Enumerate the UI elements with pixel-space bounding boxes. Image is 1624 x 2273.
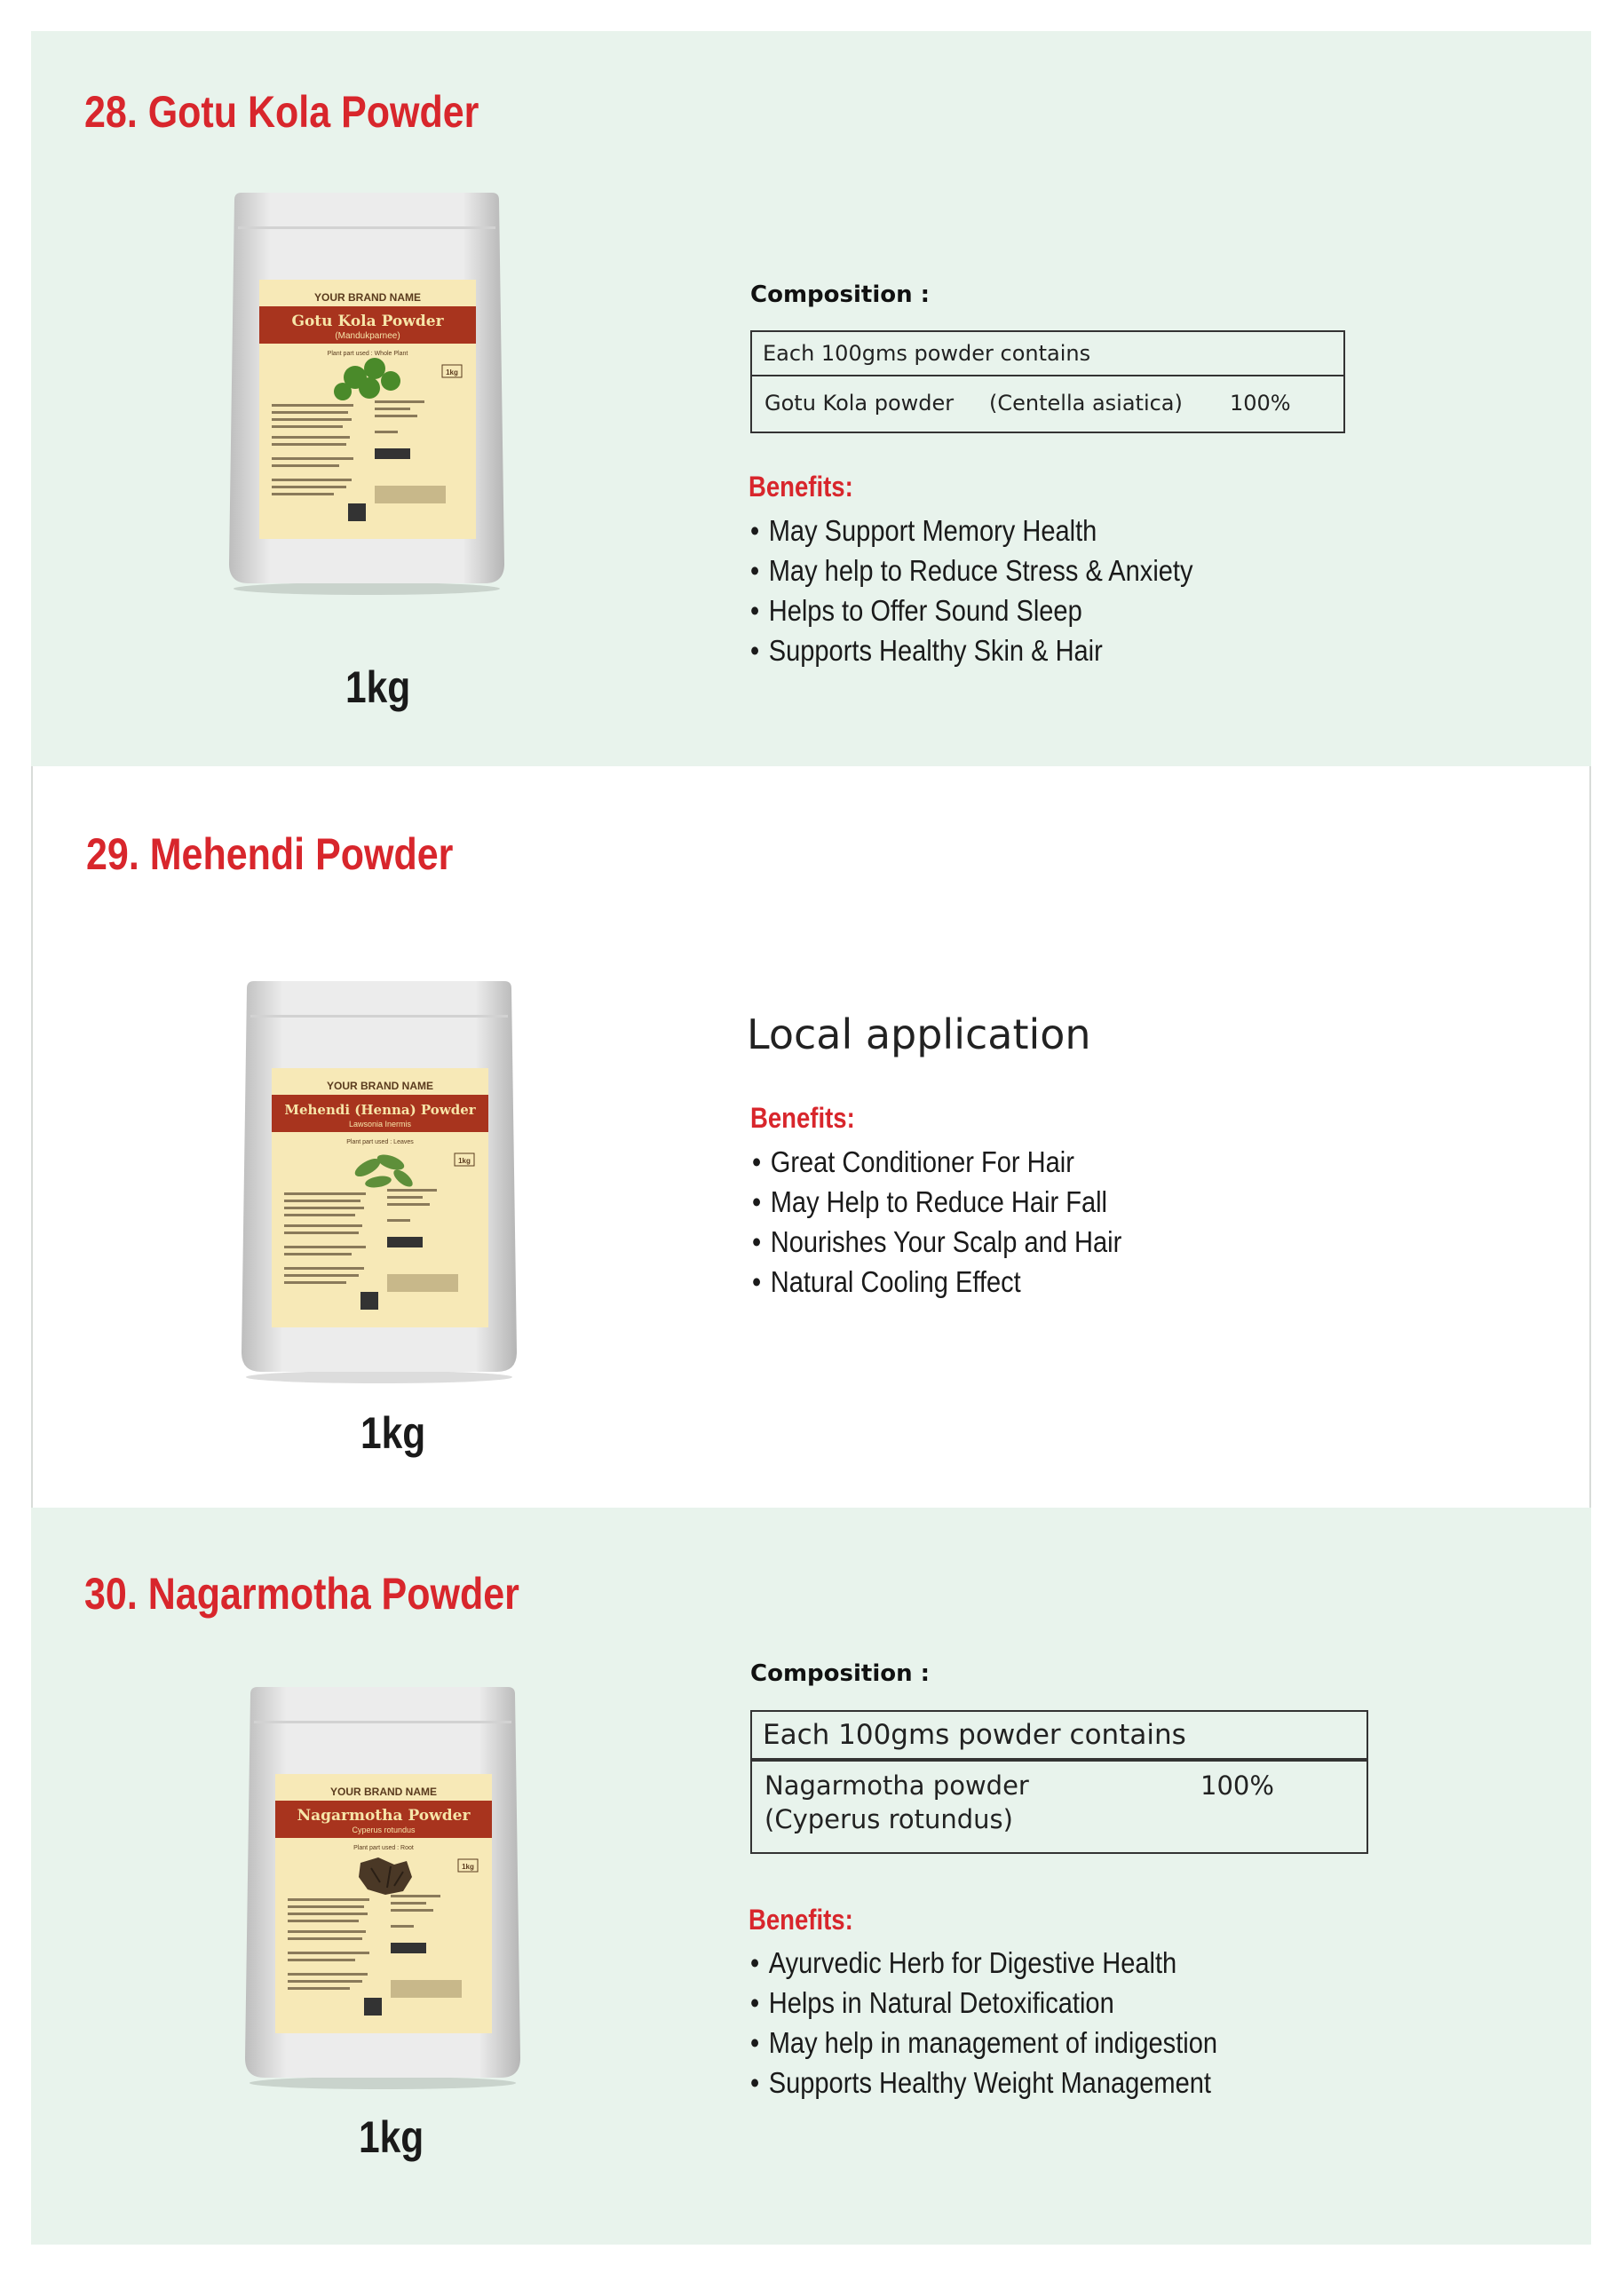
pack-name-text: Mehendi (Henna) Powder — [284, 1102, 476, 1118]
product-section-nagarmotha — [31, 1508, 1591, 2245]
composition-table-row — [752, 376, 1343, 432]
product-pack-image — [222, 191, 511, 595]
benefit-item: • Ayurvedic Herb for Digestive Health — [750, 1943, 1217, 1983]
ingredient-name: Nagarmotha powder — [764, 1770, 1029, 1801]
benefit-item: • Helps in Natural Detoxification — [750, 1983, 1217, 2023]
composition-table-header: Each 100gms powder contains — [752, 1712, 1367, 1762]
pack-part-text: Plant part used : Whole Plant — [327, 351, 408, 357]
benefit-item: • Supports Healthy Weight Management — [750, 2063, 1217, 2103]
pack-brand-text: YOUR BRAND NAME — [327, 1080, 433, 1092]
composition-table-header: Each 100gms powder contains — [752, 332, 1343, 376]
ingredient-name: Gotu Kola powder — [764, 391, 955, 416]
composition-table — [750, 1710, 1368, 1854]
product-pack-image — [234, 979, 524, 1383]
benefit-item: • May help to Reduce Stress & Anxiety — [750, 550, 1193, 590]
benefits-heading: Benefits: — [749, 471, 853, 503]
product-title: 29. Mehendi Powder — [86, 829, 454, 879]
benefit-item: • Natural Cooling Effect — [752, 1262, 1121, 1302]
ingredient-percent: 100% — [1230, 391, 1291, 416]
pack-part-text: Plant part used : Leaves — [346, 1139, 414, 1145]
ingredient-botanical-name: (Cyperus rotundus) — [764, 1804, 1013, 1834]
application-type: Local application — [747, 1010, 1091, 1058]
product-title: 28. Gotu Kola Powder — [84, 87, 479, 137]
pack-weight-text: 1kg — [446, 368, 458, 376]
ingredient-botanical-name: (Centella asiatica) — [989, 391, 1183, 416]
composition-table — [750, 330, 1345, 433]
benefit-item: • Supports Healthy Skin & Hair — [750, 630, 1193, 670]
benefits-heading: Benefits: — [750, 1102, 855, 1134]
benefit-item: • Helps to Offer Sound Sleep — [750, 590, 1193, 630]
pack-brand-text: YOUR BRAND NAME — [314, 291, 421, 304]
benefit-item: • Great Conditioner For Hair — [752, 1142, 1121, 1182]
product-size: 1kg — [360, 1408, 426, 1458]
pack-brand-text: YOUR BRAND NAME — [330, 1786, 437, 1798]
benefit-item: • May Help to Reduce Hair Fall — [752, 1182, 1121, 1222]
product-size: 1kg — [345, 662, 411, 712]
benefit-item: • May Support Memory Health — [750, 511, 1193, 550]
product-section-mehendi — [31, 766, 1591, 1508]
benefits-list — [752, 1142, 1172, 1302]
composition-label: Composition : — [750, 281, 931, 308]
pack-weight-text: 1kg — [462, 1863, 474, 1871]
benefits-heading: Benefits: — [749, 1904, 853, 1936]
product-pack-image — [238, 1685, 527, 2089]
pack-name-text: Nagarmotha Powder — [297, 1807, 471, 1825]
pack-sub-text: (Mandukparnee) — [335, 331, 400, 341]
pack-sub-text: Cyperus rotundus — [352, 1826, 416, 1834]
ingredient-percent: 100% — [1200, 1770, 1274, 1801]
pack-name-text: Gotu Kola Powder — [291, 313, 444, 330]
pack-part-text: Plant part used : Root — [353, 1845, 414, 1851]
benefits-list — [750, 1943, 1281, 2103]
pack-sub-text: Lawsonia Inermis — [348, 1120, 412, 1129]
composition-table-row — [752, 1762, 1367, 1852]
pack-weight-text: 1kg — [458, 1157, 471, 1165]
composition-label: Composition : — [750, 1660, 931, 1687]
product-title: 30. Nagarmotha Powder — [84, 1569, 519, 1619]
benefit-item: • May help in management of indigestion — [750, 2023, 1217, 2063]
product-size: 1kg — [359, 2112, 424, 2162]
benefit-item: • Nourishes Your Scalp and Hair — [752, 1222, 1121, 1262]
product-section-gotu-kola — [31, 31, 1591, 766]
benefits-list — [750, 511, 1254, 670]
